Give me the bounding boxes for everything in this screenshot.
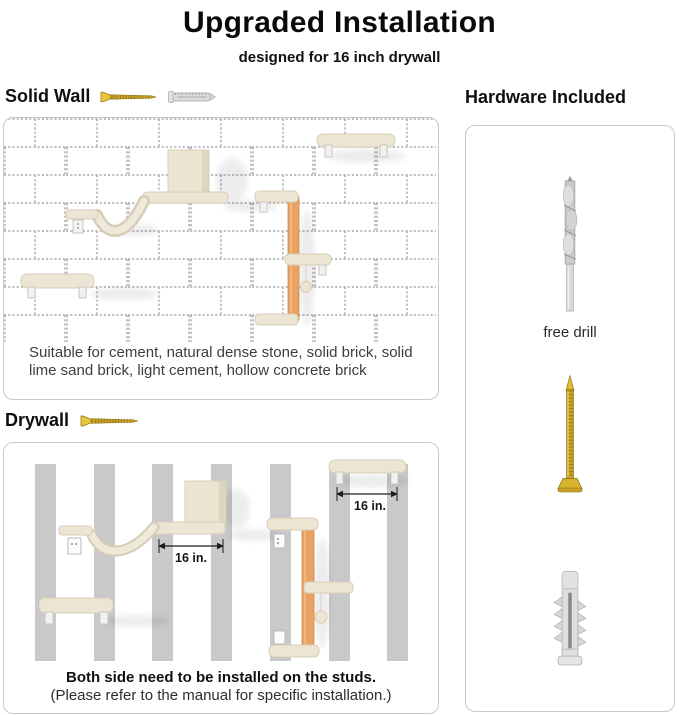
- solid-wall-heading: [5, 86, 216, 107]
- hanging-ball: [301, 282, 312, 293]
- drywall-illustration: [4, 443, 436, 669]
- drywall-caption-bold: Both side need to be installed on the studs.: [65, 669, 377, 686]
- page-subtitle: designed for 16 inch drywall: [238, 49, 441, 66]
- drywall-panel: [3, 442, 439, 714]
- solid-wall-panel: [3, 117, 439, 400]
- drill-bit-icon: [555, 176, 585, 313]
- step-shelf: [59, 526, 92, 554]
- solid-wall-illustration: [4, 118, 436, 342]
- page-title: Upgraded Installation: [183, 6, 496, 39]
- bottom-left-shelf: [39, 598, 113, 624]
- screw-icon: [100, 90, 158, 104]
- solid-wall-caption: Suitable for cement, natural dense stone, solid brick, solid lime sand brick, light cement, hollow concrete brick: [29, 344, 413, 380]
- hanging-ball: [315, 611, 327, 623]
- screw-icon: [79, 414, 141, 428]
- free-drill-label: free drill: [543, 324, 597, 341]
- wall-anchor-icon: [168, 90, 216, 104]
- hardware-panel: [465, 125, 675, 712]
- cube-shelf: [143, 192, 228, 203]
- drywall-heading-label: Drywall: [5, 410, 70, 430]
- drywall-caption: [4, 669, 438, 705]
- wall-anchor-icon: [550, 571, 590, 668]
- hardware-heading-label: Hardware Included: [465, 87, 627, 107]
- scratcher-cube: [168, 150, 209, 195]
- hardware-heading: [465, 87, 626, 108]
- drywall-caption-note: (Please refer to the manual for specific installation.): [50, 687, 392, 704]
- screw-icon: [553, 373, 587, 495]
- measurement-label-left: 16 in.: [175, 551, 207, 565]
- scratcher-cube: [185, 481, 226, 524]
- solid-wall-heading-label: Solid Wall: [5, 86, 91, 106]
- measurement-label-right: 16 in.: [354, 499, 386, 513]
- drywall-heading: [5, 410, 141, 431]
- cube-shelf: [152, 522, 225, 534]
